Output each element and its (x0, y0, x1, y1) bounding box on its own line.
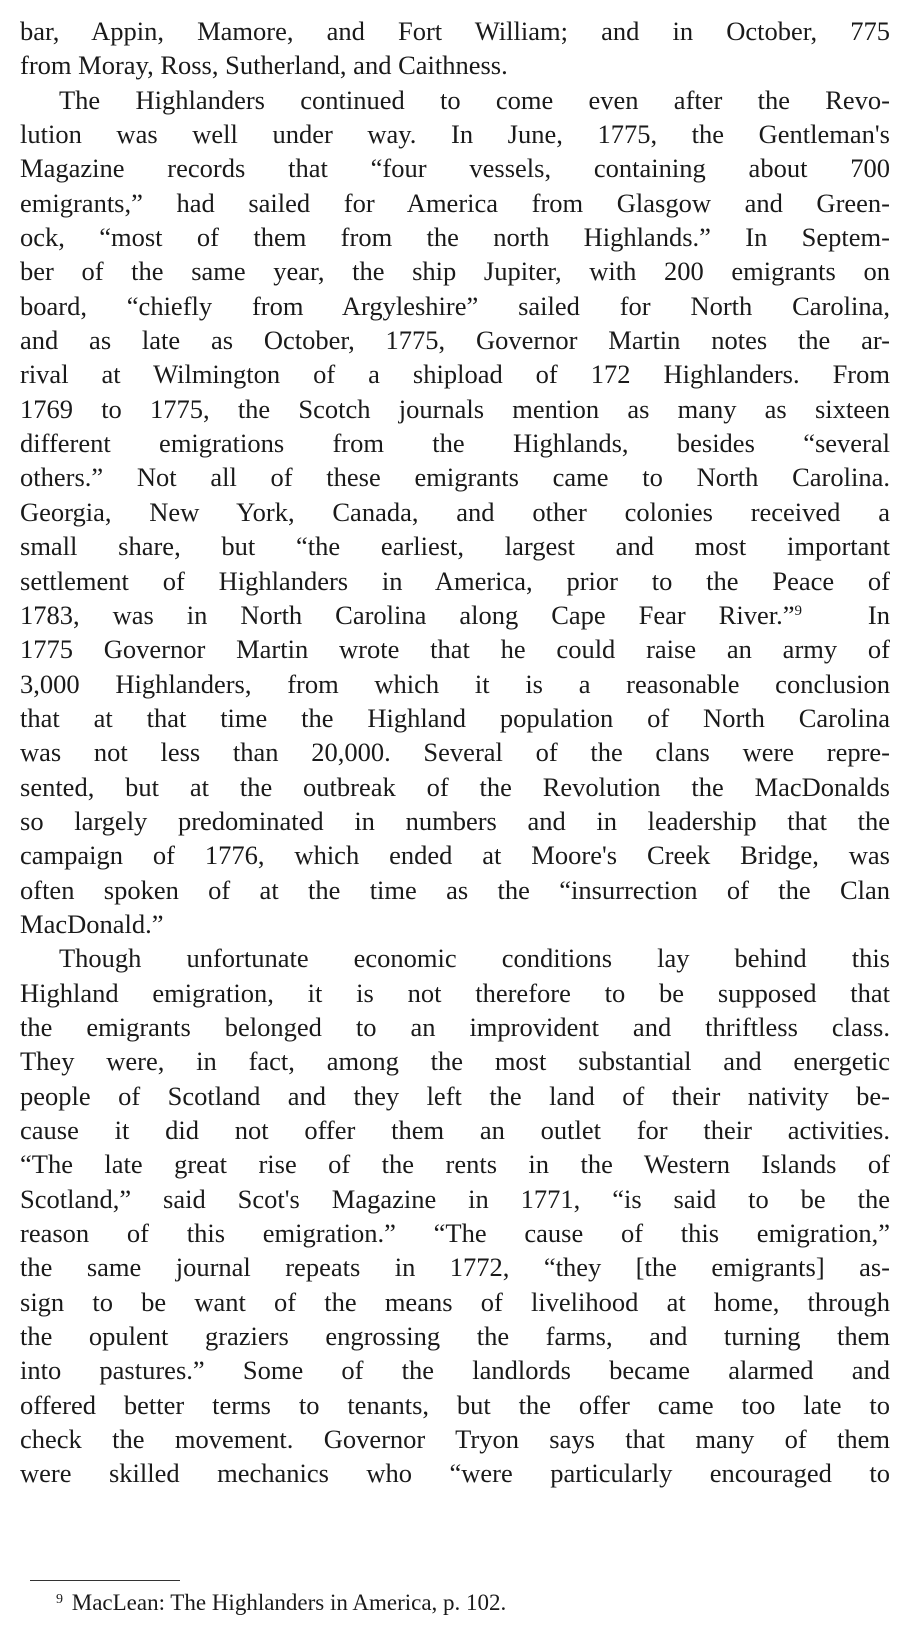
text-line: sign to be want of the means of livelihood at home, through (20, 1286, 890, 1317)
footnote (56, 1588, 506, 1618)
text-line: often spoken of at the time as the “insurrection of the Clan (20, 874, 890, 905)
text-line: check the movement. Governor Tryon says that many of them (20, 1424, 890, 1455)
text-line: 1769 to 1775, the Scotch journals mention as many as sixteen (20, 393, 890, 424)
text-line: others.” Not all of these emigrants came to North Carolina. (20, 462, 890, 493)
main-text (20, 14, 890, 1491)
text-line: rival at Wilmington of a shipload of 172 Highlanders. From (20, 359, 890, 390)
text-line: Magazine records that “four vessels, containing about 700 (20, 153, 890, 184)
text-line: Georgia, New York, Canada, and other colonies received a (20, 496, 890, 527)
text-line: sented, but at the outbreak of the Revolution the MacDonalds (20, 771, 890, 802)
text-line: small share, but “the earliest, largest and most important (20, 531, 890, 562)
footnote-text: MacLean: The Highlanders in America, p. 102. (71, 1590, 507, 1615)
text-line: reason of this emigration.” “The cause of this emigration,” (20, 1218, 890, 1249)
text-line: Highland emigration, it is not therefore to be supposed that (20, 977, 890, 1008)
text-line: ock, “most of them from the north Highlands.” In Septem- (20, 222, 890, 253)
text-line: the opulent graziers engrossing the farms, and turning them (20, 1321, 890, 1352)
footnote-divider (30, 1580, 180, 1581)
text-line: was not less than 20,000. Several of the clans were repre- (20, 737, 890, 768)
text-line: offered better terms to tenants, but the offer came too late to (20, 1389, 890, 1420)
footnote-ref: 9 (794, 602, 802, 619)
text-line: so largely predominated in numbers and in leadership that the (20, 805, 890, 836)
text-line: that at that time the Highland population of North Carolina (20, 702, 890, 733)
paragraph-3 (20, 941, 890, 1491)
text-line: into pastures.” Some of the landlords became alarmed and (20, 1355, 890, 1386)
text-line: MacDonald.” (20, 908, 164, 939)
text-line: Though unfortunate economic conditions lay behind this (59, 943, 890, 974)
text-line: bar, Appin, Mamore, and Fort William; and in October, 775 (20, 16, 890, 46)
footnote-mark: 9 (56, 1592, 63, 1607)
text-line: people of Scotland and they left the land of their nativity be- (20, 1080, 890, 1111)
text-segment: 1783, was in North Carolina along Cape Fear River.” (20, 599, 795, 630)
paragraph-1 (20, 14, 890, 83)
page-body (20, 14, 890, 1491)
text-line: cause it did not offer them an outlet for their activities. (20, 1115, 890, 1145)
text-line: The Highlanders continued to come even after the Revo- (59, 84, 890, 115)
text-line: ber of the same year, the ship Jupiter, with 200 emigrants on (20, 256, 890, 287)
text-line: 3,000 Highlanders, from which it is a reasonable conclusion (20, 668, 890, 699)
text-line: the emigrants belonged to an improvident and thriftless class. (20, 1011, 890, 1042)
text-line: They were, in fact, among the most substantial and energetic (20, 1046, 890, 1077)
text-line: “The late great rise of the rents in the Western Islands of (20, 1149, 890, 1180)
text-line: were skilled mechanics who “were particularly encouraged to (20, 1458, 890, 1489)
text-line: campaign of 1776, which ended at Moore's Creek Bridge, was (20, 840, 890, 871)
paragraph-2 (20, 83, 890, 942)
text-line-with-footnote (20, 598, 890, 632)
text-line: emigrants,” had sailed for America from Glasgow and Green- (20, 187, 890, 218)
text-line: settlement of Highlanders in America, prior to the Peace of (20, 565, 890, 596)
text-line: different emigrations from the Highlands, besides “several (20, 428, 890, 459)
text-line: lution was well under way. In June, 1775, the Gentleman's (20, 119, 890, 150)
text-line: from Moray, Ross, Sutherland, and Caithness. (20, 50, 508, 81)
text-line: board, “chiefly from Argyleshire” sailed for North Carolina, (20, 290, 890, 321)
text-segment: In (867, 599, 890, 630)
text-line: Scotland,” said Scot's Magazine in 1771, “is said to be the (20, 1183, 890, 1214)
text-line: and as late as October, 1775, Governor Martin notes the ar- (20, 325, 890, 356)
text-line: 1775 Governor Martin wrote that he could raise an army of (20, 634, 890, 665)
text-line: the same journal repeats in 1772, “they [the emigrants] as- (20, 1252, 890, 1283)
